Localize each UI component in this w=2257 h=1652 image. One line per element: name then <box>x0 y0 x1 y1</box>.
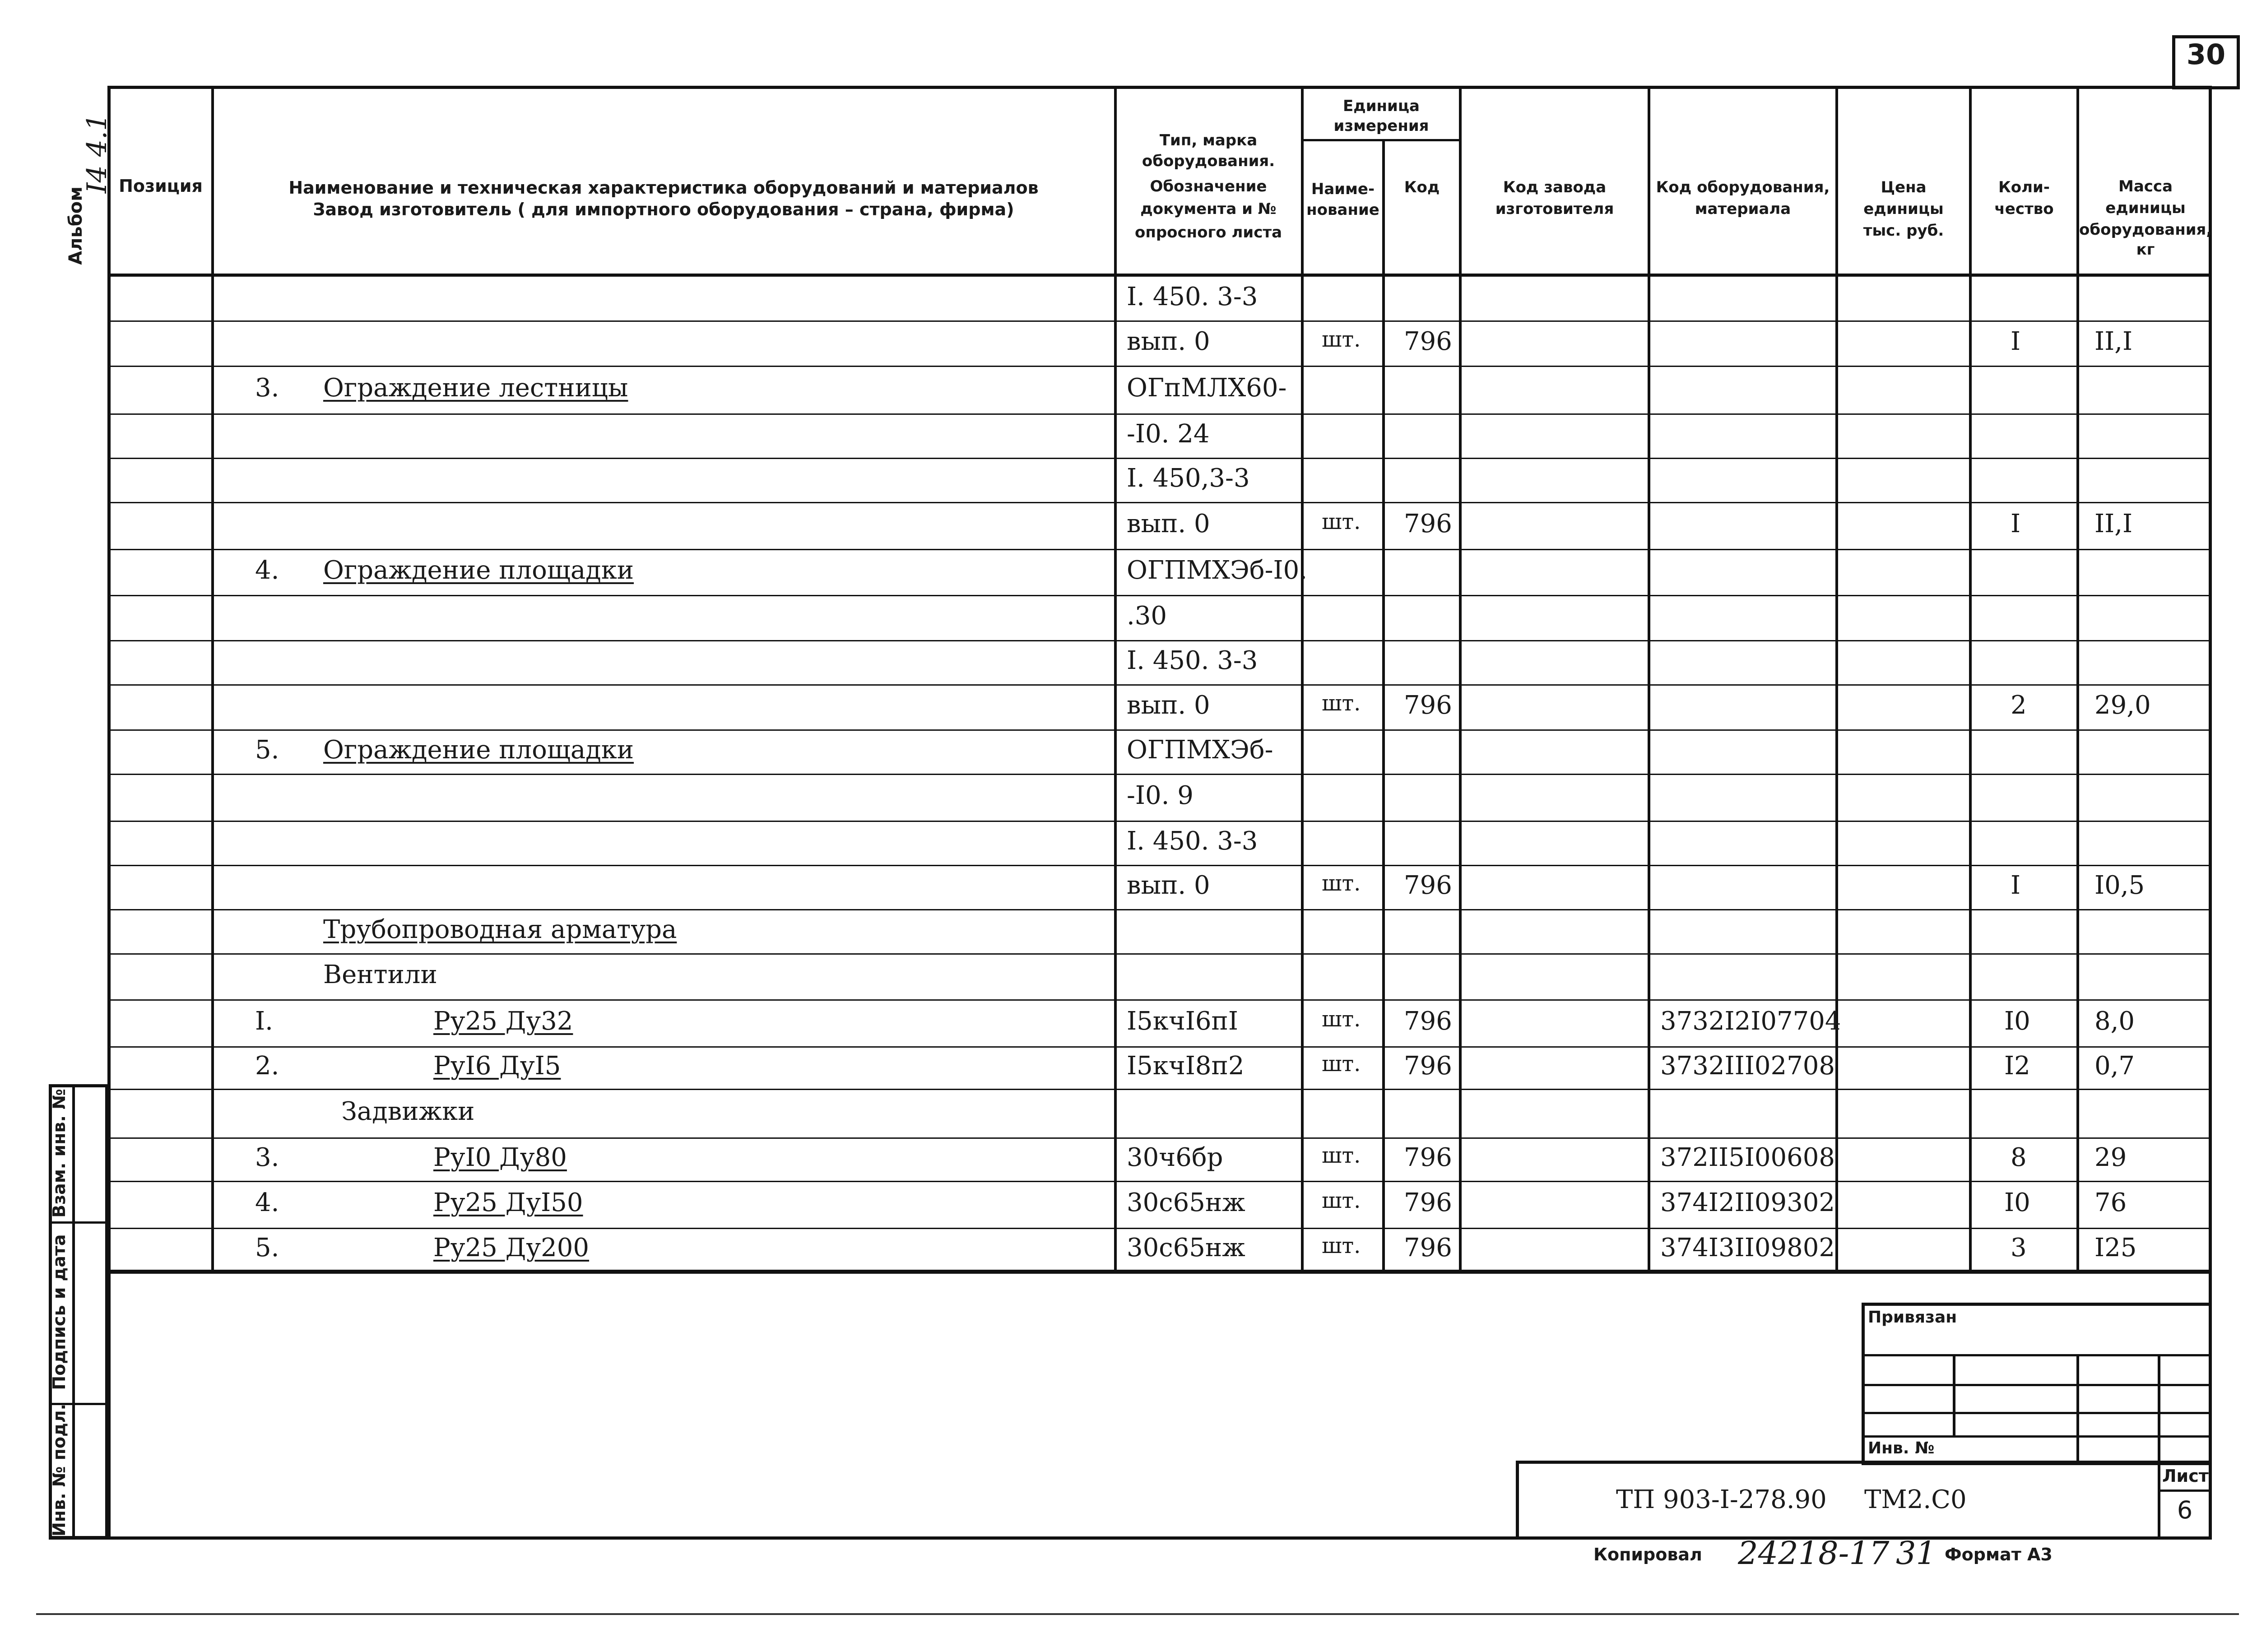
row-line <box>107 1181 2212 1182</box>
header-equip-code-1: Код оборудования, <box>1656 178 1830 196</box>
header-unit-name-2: нование <box>1306 201 1379 219</box>
row-name: РуI6 ДуI5 <box>433 1051 561 1081</box>
row-line <box>107 1089 2212 1090</box>
header-unit-1: Единица <box>1343 97 1420 115</box>
row-type: 30ч6бр <box>1127 1143 1223 1172</box>
unit-subheader-line <box>1301 139 1462 141</box>
row-type: ОГпМЛХ60- <box>1127 373 1287 403</box>
row-unit: шт. <box>1322 1143 1361 1168</box>
row-line <box>107 1228 2212 1229</box>
side-stamp-signature-date: Подпись и дата <box>49 1234 69 1390</box>
bound-col <box>1953 1354 1955 1435</box>
row-mass: 76 <box>2094 1188 2127 1217</box>
header-mass-2: единицы <box>2105 199 2186 217</box>
row-mass: II,I <box>2094 327 2133 356</box>
row-line <box>107 684 2212 686</box>
row-line <box>107 1137 2212 1139</box>
header-unit-name-1: Наиме- <box>1311 180 1375 198</box>
table-bottom-line <box>107 1271 2212 1274</box>
page-bottom-rule <box>36 1613 2239 1615</box>
row-type: -I0. 24 <box>1127 419 1210 449</box>
bound-col <box>2158 1354 2160 1462</box>
frame-left-line <box>107 1273 111 1539</box>
row-type: I. 450. 3-3 <box>1127 646 1258 675</box>
header-type-5: опросного листа <box>1134 223 1282 241</box>
row-type: -I0. 9 <box>1127 781 1194 810</box>
row-pos: 4. <box>255 556 279 585</box>
row-type: I5кчI6пI <box>1127 1007 1238 1036</box>
row-type: .30 <box>1127 601 1167 631</box>
header-equip-code-2: материала <box>1695 200 1791 218</box>
row-unit: шт. <box>1322 1233 1361 1258</box>
header-price-3: тыс. руб. <box>1863 222 1944 240</box>
row-code: 796 <box>1404 871 1452 900</box>
row-pos: 3. <box>255 373 279 403</box>
row-code: 796 <box>1404 509 1452 538</box>
row-name: Вентили <box>323 960 437 989</box>
row-pos: 4. <box>255 1188 279 1217</box>
row-mass: 8,0 <box>2094 1007 2135 1036</box>
row-equip: 3732I2I07704 <box>1660 1007 1841 1036</box>
col-line <box>1301 86 1304 1273</box>
col-line <box>1114 86 1117 1273</box>
row-type: вып. 0 <box>1127 509 1210 538</box>
row-line <box>107 909 2212 910</box>
row-pos: I. <box>255 1007 273 1036</box>
row-pos: 3. <box>255 1143 279 1172</box>
row-qty: I <box>2011 871 2021 900</box>
bound-label: Привязан <box>1868 1308 1957 1327</box>
header-type-4: документа и № <box>1140 200 1277 218</box>
side-stamp-replace-inv: Взам. инв. № <box>49 1089 69 1218</box>
row-code: 796 <box>1404 1007 1452 1036</box>
header-type-1: Тип, марка <box>1159 131 1258 149</box>
row-line <box>107 595 2212 596</box>
row-type: вып. 0 <box>1127 871 1210 900</box>
header-qty-1: Коли- <box>1998 178 2050 196</box>
row-qty: I <box>2011 327 2021 356</box>
side-stamp-divider <box>72 1084 75 1539</box>
row-line <box>107 502 2212 503</box>
album-number: I4 4.1 <box>81 113 113 194</box>
row-line <box>107 729 2212 731</box>
row-mass: I0,5 <box>2094 871 2145 900</box>
doc-code: ТП 903-I-278.90 <box>1616 1485 1827 1514</box>
header-factory-code-1: Код завода <box>1503 178 1607 196</box>
row-mass: II,I <box>2094 509 2133 538</box>
row-qty: 2 <box>2011 691 2027 720</box>
row-line <box>107 774 2212 775</box>
row-type: вып. 0 <box>1127 327 1210 356</box>
sheet-line <box>2158 1490 2212 1492</box>
row-type: вып. 0 <box>1127 691 1210 720</box>
row-line <box>107 999 2212 1001</box>
row-pos: 5. <box>255 735 279 765</box>
row-unit: шт. <box>1322 691 1361 716</box>
copied-label: Копировал <box>1593 1545 1702 1564</box>
row-unit: шт. <box>1322 1007 1361 1032</box>
row-qty: 3 <box>2011 1233 2027 1262</box>
row-equip: 374I2II09302 <box>1660 1188 1835 1217</box>
handwritten-number-2: 31 <box>1896 1535 1937 1572</box>
row-name: РуI0 Ду80 <box>433 1143 567 1172</box>
sheet-number: 6 <box>2177 1496 2193 1524</box>
header-mass-1: Масса <box>2118 177 2173 195</box>
row-type: ОГПМХЭб-I0. <box>1127 556 1308 585</box>
row-code: 796 <box>1404 1188 1452 1217</box>
col-line <box>1648 86 1650 1273</box>
inv-no-label: Инв. № <box>1868 1439 1935 1457</box>
row-name: Задвижки <box>341 1097 475 1126</box>
row-qty: I2 <box>2004 1051 2030 1081</box>
col-line <box>1382 140 1385 1273</box>
row-mass: 0,7 <box>2094 1051 2135 1081</box>
row-equip: 372II5I00608 <box>1660 1143 1835 1172</box>
format-label: Формат А3 <box>1945 1545 2053 1564</box>
header-name-line2: Завод изготовитель ( для импортного оборудования – страна, фирма) <box>313 200 1014 219</box>
row-type: I. 450. 3-3 <box>1127 282 1258 311</box>
row-unit: шт. <box>1322 509 1361 534</box>
row-line <box>107 549 2212 550</box>
row-type: I. 450,3-3 <box>1127 464 1250 493</box>
row-name: Ограждение лестницы <box>323 373 628 403</box>
col-line <box>1835 86 1838 1273</box>
row-pos: 5. <box>255 1233 279 1262</box>
doc-mark: ТМ2.С0 <box>1864 1485 1967 1514</box>
col-line <box>1969 86 1972 1273</box>
header-unit-code: Код <box>1404 178 1440 196</box>
header-type-2: оборудования. <box>1142 152 1275 170</box>
side-stamp-orig-inv: Инв. № подл. <box>49 1403 69 1537</box>
row-code: 796 <box>1404 327 1452 356</box>
row-name: Трубопроводная арматура <box>323 915 677 944</box>
row-line <box>107 1046 2212 1048</box>
header-factory-code-2: изготовителя <box>1495 200 1614 218</box>
page-number: 30 <box>2186 38 2226 71</box>
header-bottom-line <box>107 274 2212 277</box>
row-pos: 2. <box>255 1051 279 1081</box>
row-mass: 29,0 <box>2094 691 2151 720</box>
header-name-line1: Наименование и техническая характеристика оборудований и материалов <box>288 178 1039 198</box>
row-line <box>107 413 2212 415</box>
row-type: ОГПМХЭб- <box>1127 735 1273 765</box>
row-name: Ограждение площадки <box>323 735 634 765</box>
bound-col <box>2076 1354 2079 1462</box>
sheet-label: Лист <box>2162 1466 2209 1486</box>
col-line <box>211 86 214 1273</box>
row-mass: I25 <box>2094 1233 2137 1262</box>
header-unit-2: измерения <box>1333 117 1429 135</box>
row-unit: шт. <box>1322 1051 1361 1077</box>
row-name: Ру25 Ду32 <box>433 1007 573 1036</box>
header-type-3: Обозначение <box>1150 177 1267 195</box>
header-position: Позиция <box>119 176 203 196</box>
row-line <box>107 953 2212 955</box>
row-line <box>107 821 2212 822</box>
row-code: 796 <box>1404 691 1452 720</box>
row-name: Ру25 Ду200 <box>433 1233 590 1262</box>
row-line <box>107 320 2212 322</box>
handwritten-number: 24218-17 <box>1738 1535 1890 1572</box>
header-price-1: Цена <box>1881 178 1927 196</box>
header-mass-4: кг <box>2136 241 2155 259</box>
row-code: 796 <box>1404 1051 1452 1081</box>
row-type: I. 450. 3-3 <box>1127 826 1258 856</box>
row-mass: 29 <box>2094 1143 2127 1172</box>
row-code: 796 <box>1404 1233 1452 1262</box>
row-unit: шт. <box>1322 871 1361 896</box>
row-equip: 374I3II09802 <box>1660 1233 1835 1262</box>
album-label: Альбом <box>65 186 86 265</box>
row-qty: I <box>2011 509 2021 538</box>
row-qty: I0 <box>2004 1007 2030 1036</box>
row-unit: шт. <box>1322 1188 1361 1213</box>
row-line <box>107 366 2212 367</box>
row-line <box>107 458 2212 459</box>
row-name: Ру25 ДуI50 <box>433 1188 583 1217</box>
row-name: Ограждение площадки <box>323 556 634 585</box>
row-line <box>107 865 2212 866</box>
main-table-frame <box>107 86 2212 1273</box>
row-code: 796 <box>1404 1143 1452 1172</box>
header-price-2: единицы <box>1863 200 1944 218</box>
row-qty: I0 <box>2004 1188 2030 1217</box>
row-type: 30с65нж <box>1127 1188 1245 1217</box>
col-line <box>1459 86 1462 1273</box>
row-equip: 3732III02708 <box>1660 1051 1835 1081</box>
header-mass-3: оборудования, <box>2079 221 2212 239</box>
row-unit: шт. <box>1322 327 1361 352</box>
col-line <box>2076 86 2079 1273</box>
header-qty-2: чество <box>1994 200 2054 218</box>
row-type: 30с65нж <box>1127 1233 1245 1262</box>
row-qty: 8 <box>2011 1143 2027 1172</box>
row-line <box>107 640 2212 641</box>
row-type: I5кчI8п2 <box>1127 1051 1245 1081</box>
